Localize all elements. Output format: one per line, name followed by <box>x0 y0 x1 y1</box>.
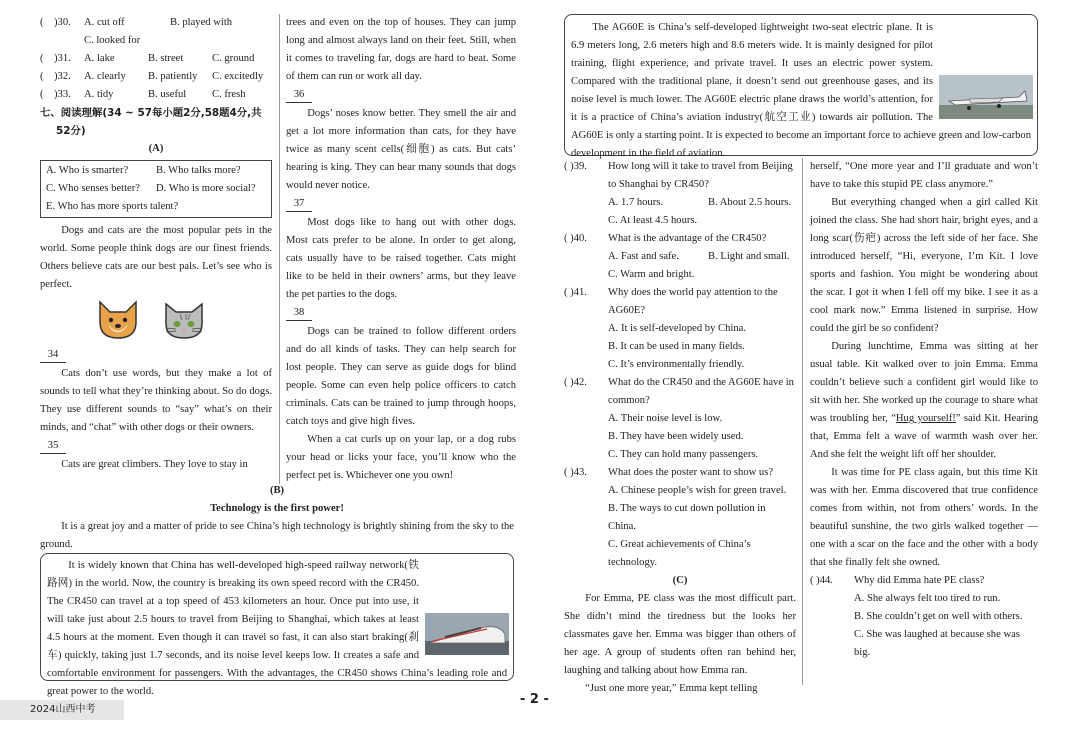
section-title: 七、阅读理解(34 ~ 57每小题2分,58题4分,共 <box>40 107 262 119</box>
cat-icon <box>160 298 208 342</box>
q39-option-c[interactable]: C. At least 4.5 hours. <box>608 215 698 226</box>
page-number: - 2 - <box>520 692 549 707</box>
passage-a-para-35: Cats are great climbers. They love to stay in <box>61 459 248 470</box>
q41-option-a[interactable]: A. It is self-developed by China. <box>608 323 746 334</box>
question-33: ( )33. A. tidy B. useful C. fresh <box>40 89 246 100</box>
blank-34[interactable]: 34 <box>40 348 66 363</box>
question-30: ( )30. A. cut off B. played with <box>40 17 233 28</box>
question-32: ( )32. A. clearly B. patiently C. excitedly <box>40 71 264 82</box>
passage-c-para-4: During lunchtime, Emma was sitting at her usual table. Kit walked over to join Emma. Emma couldn’t believe such a confident girl would like to sit with her. She worked up the courage to share what was troubling her, “Hug yourself!” said Kit. Hearing that, Emma felt a wave of warmth wash over her. And she felt the weight lift off her shoulder. <box>810 341 1038 460</box>
column-4 <box>810 158 1038 662</box>
q40-option-b[interactable]: B. Light and small. <box>708 251 790 262</box>
passage-a-para-38: Dogs can be trained to follow different orders and do all kinds of tasks. They can help search for lost people. They can serve as guide dogs for blind people. Some can even help police officers to catch criminals. Cats can be trained to jump through hoops, catch toys and give high fives. <box>286 326 516 427</box>
q42-option-a[interactable]: A. Their noise level is low. <box>608 413 723 424</box>
ag60e-text: The AG60E is China’s self-developed lightweight two-seat electric plane. It is 6.9 meters long, 2.6 meters high and 8.6 meters wide. It is mainly designed for pilot training, flight experience, and private travel. It uses an electric power system. Compared with the traditional plane, it doesn’t send out greenhouse gases, and its noise level is much lower. The AG60E electric plane draws the world’s attention, for it is a practice of China’s aviation industry(航空工业) towards air pollution. The AG60E is only a starting point. It is expected to become an important force to achieve green and low-carbon development in the field of aviation. <box>571 22 1031 159</box>
part-b-header <box>40 482 514 554</box>
q44-option-a[interactable]: A. She always felt too tired to run. <box>854 593 1001 604</box>
q41-option-b[interactable]: B. It can be used in many fields. <box>608 341 745 352</box>
q40-option-c[interactable]: C. Warm and bright. <box>608 269 695 280</box>
question-42: ( )42. What do the CR450 and the AG60E have in common? <box>564 377 794 406</box>
passage-a-para-35-cont: trees and even on the top of houses. They can jump long and almost always land on their feet. Still, when it comes to traveling far, dogs are hard to beat. Some of them can run or work all day. <box>286 17 516 82</box>
column-divider-2 <box>802 158 803 685</box>
q40-option-a[interactable]: A. Fast and safe. <box>608 251 679 262</box>
passage-c-para-2: “Just one more year,” Emma kept telling <box>585 683 758 694</box>
underlined-phrase: Hug yourself! <box>895 413 956 424</box>
passage-a-intro: Dogs and cats are the most popular pets in the world. Some people think dogs are our finest friends. Others believe cats are our best pals. Let’s see who is perfect. <box>40 225 272 290</box>
question-43: ( )43. What does the poster want to show us? <box>564 467 774 478</box>
q43-option-b[interactable]: B. The ways to cut down pollution in China. <box>608 503 766 532</box>
q43-option-c[interactable]: C. Great achievements of China’s technology. <box>608 539 751 568</box>
part-b-intro: It is a great joy and a matter of pride to see China’s high technology is brightly shining from the sky to the ground. <box>40 521 514 550</box>
cr450-poster <box>40 553 514 697</box>
blank-35[interactable]: 35 <box>40 439 66 454</box>
passage-c-para-1: For Emma, PE class was the most difficult part. She didn’t mind the tiredness but the looks her classmates gave her. Emma was bigger than others of her age. A group of students often ran behind her, laughing and talking about how Emma ran. <box>564 593 796 676</box>
question-40: ( )40. What is the advantage of the CR450? <box>564 233 767 244</box>
passage-a-para-36: Dogs’ noses know better. They smell the air and get a lot more information than cats, for they have twice as many scent cells(细胞) as cats. But cats’ hearing is king. They can hear many sounds that dogs would never notice. <box>286 108 516 191</box>
column-2 <box>286 14 516 485</box>
q30-option-c: C. looked for <box>84 35 141 46</box>
column-divider <box>279 14 280 484</box>
exam-tag: 2024山西中考 <box>0 700 124 720</box>
part-c-label: (C) <box>672 575 688 586</box>
blank-38[interactable]: 38 <box>286 306 312 321</box>
part-a-label: (A) <box>148 143 164 154</box>
q39-option-a[interactable]: A. 1.7 hours. <box>608 197 664 208</box>
part-b-title: Technology is the first power! <box>210 503 344 514</box>
q42-option-b[interactable]: B. They have been widely used. <box>608 431 744 442</box>
passage-a-para-37: Most dogs like to hang out with other dogs. Most cats prefer to be alone. In order to get along, cats usually have to be raised together. Cats might like to be held in their owners’ arms, but they leave the pet parties to the dogs. <box>286 217 516 300</box>
question-41: ( )41. Why does the world pay attention to the AG60E? <box>564 287 778 316</box>
question-44: ( )44. Why did Emma hate PE class? <box>810 575 985 586</box>
passage-c-para-5: It was time for PE class again, but this time Kit was with her. Emma discovered that true confidence comes from within, not from others’ words. In the beautiful sunshine, the two girls walked together — one with a scar on the face and the other with a body that she finally felt she owned. <box>810 467 1038 568</box>
blank-36[interactable]: 36 <box>286 88 312 103</box>
passage-a-para-34: Cats don’t use words, but they make a lot of sounds to tell what they’re thinking about. So do dogs. They use different sounds to “say” what’s on their minds, and “chat” with other dogs or their owners. <box>40 368 272 433</box>
passage-a-conclusion: When a cat curls up on your lap, or a dog rubs your head or licks your face, you’ll know who the perfect pet is. Whichever one you own! <box>286 434 516 481</box>
ag60e-poster <box>564 14 1038 159</box>
passage-c-para-3: But everything changed when a girl called Kit joined the class. She had short hair, bright eyes, and a long scar(伤疤) across the left side of her face. She introduced herself, “Hi, everyone, I’m Kit. I love sports and fashion. You might be wondering about the scar. I got it when I fell off my bike. I see it as a cool mark now.” Emma listened in surprise. How could the girl be so confident? <box>810 197 1038 334</box>
pet-illustration <box>40 294 272 346</box>
options-box: A. Who is smarter? B. Who talks more? C. Who senses better? D. Who is more social? E. Who has more sports talent? <box>40 160 272 218</box>
plane-photo <box>939 75 1033 119</box>
cr450-text: It is widely known that China has well-developed high-speed railway network(铁路网) in the world. Now, the country is breaking its own speed record with the CR450. The CR450 can travel at a top speed of 453 kilometers an hour. Once put into use, it will take just about 2.5 hours to travel from Beijing to Shanghai, which takes at least 4.5 hours at the moment. Even though it can travel so fast, it can also start braking(刹车) quickly, taking just 1.7 seconds, and its noise level keeps low. It creates a safe and comfortable environment for passengers. With the advantages, the CR450 shows China’s leading role and great power to the world. <box>47 560 507 697</box>
q39-option-b[interactable]: B. About 2.5 hours. <box>708 197 791 208</box>
q44-option-c[interactable]: C. She was laughed at because she was big. <box>854 629 1020 658</box>
passage-c-para-2-cont: herself, “One more year and I’ll graduate and won’t have to take this stupid PE class anymore.” <box>810 161 1038 190</box>
q41-option-c[interactable]: C. It’s environmentally friendly. <box>608 359 745 370</box>
column-1 <box>40 14 272 474</box>
q44-option-b[interactable]: B. She couldn’t get on well with others. <box>854 611 1023 622</box>
question-39: ( )39. How long will it take to travel from Beijing to Shanghai by CR450? <box>564 161 793 190</box>
q42-option-c[interactable]: C. They can hold many passengers. <box>608 449 759 460</box>
blank-37[interactable]: 37 <box>286 197 312 212</box>
dog-icon <box>94 298 142 342</box>
train-photo <box>425 613 509 655</box>
section-title-cont: 52分) <box>56 125 86 137</box>
part-b-label: (B) <box>269 485 285 496</box>
column-3 <box>564 158 796 698</box>
q43-option-a[interactable]: A. Chinese people’s wish for green travel. <box>608 485 787 496</box>
question-31: ( )31. A. lake B. street C. ground <box>40 53 255 64</box>
